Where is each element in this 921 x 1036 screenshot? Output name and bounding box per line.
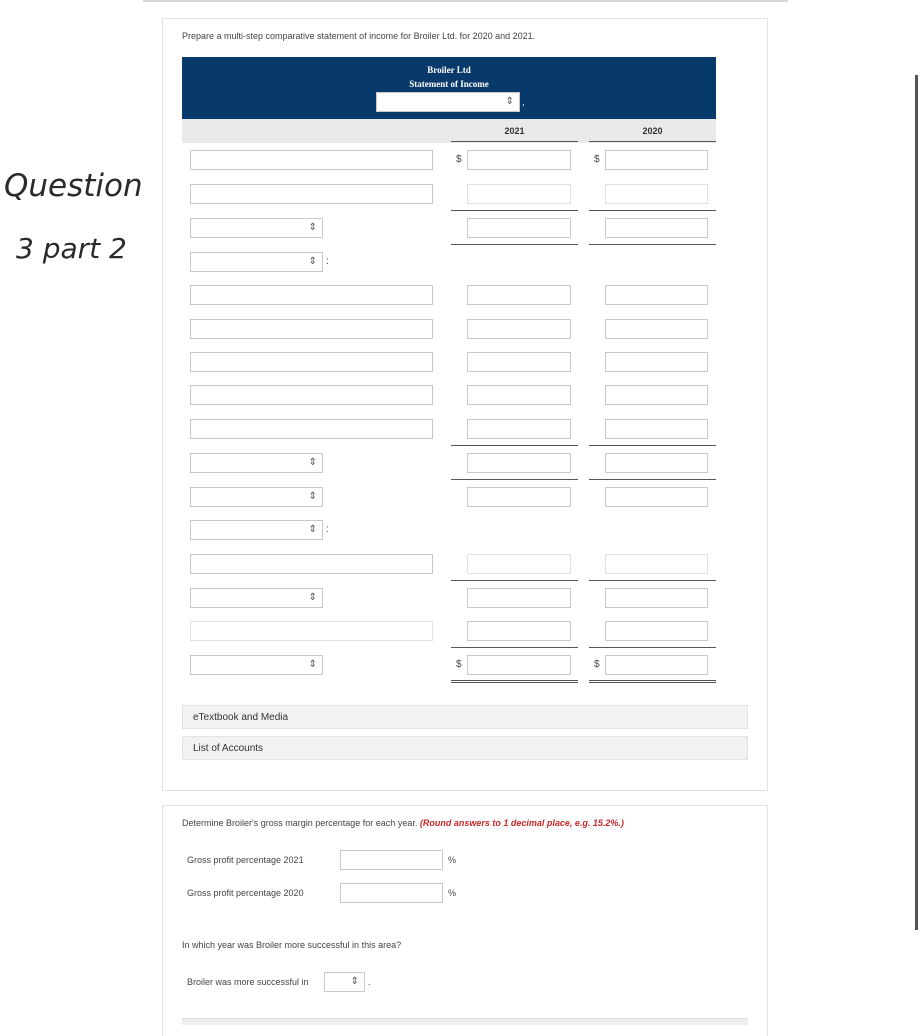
amount-2020-r13[interactable] (605, 554, 708, 574)
header-comma: , (522, 97, 525, 107)
subtotal-rule-2020-r3 (589, 244, 716, 245)
subtotal-rule-2021-r13 (451, 580, 578, 581)
part2-instruction-text: Determine Broiler's gross margin percentage for each year. (182, 818, 418, 828)
gross-profit-2021-label: Gross profit percentage 2021 (187, 855, 304, 865)
subtotal-rule-2020-r15 (589, 647, 716, 648)
subtotal-rule-2021-r3 (451, 244, 578, 245)
column-underline-2020 (589, 141, 716, 142)
amount-2021-r14[interactable] (467, 588, 571, 608)
account-input-15[interactable] (190, 621, 433, 641)
success-question: In which year was Broiler more successful in this area? (182, 940, 402, 950)
percent-sign-2021: % (448, 855, 457, 865)
column-header-2021: 2021 (504, 126, 525, 136)
answer-period: . (368, 977, 371, 987)
handwritten-annotation (0, 160, 165, 280)
dollar-sign-2020-r1: $ (594, 154, 600, 165)
dollar-sign-2021-r16: $ (456, 659, 462, 670)
account-input-1[interactable] (190, 150, 433, 170)
chevron-updown-icon: ⇕ (308, 592, 317, 603)
chevron-updown-icon: ⇕ (308, 491, 317, 502)
chevron-updown-icon: ⇕ (308, 457, 317, 468)
account-select-12[interactable] (190, 520, 323, 540)
account-input-7[interactable] (190, 352, 433, 372)
annotation-line1: Question (4, 168, 143, 204)
statement-header (182, 57, 716, 119)
amount-2020-r5[interactable] (605, 285, 708, 305)
amount-2020-r11[interactable] (605, 487, 708, 507)
list-of-accounts-link[interactable]: List of Accounts (182, 736, 748, 760)
subtotal-rule-2021-r10 (451, 479, 578, 480)
amount-2021-r1[interactable] (467, 150, 571, 170)
amount-2021-r3[interactable] (467, 218, 571, 238)
more-successful-label: Broiler was more successful in (187, 977, 309, 987)
annotation-line2: 3 part 2 (16, 232, 127, 265)
chevron-updown-icon: ⇕ (308, 222, 317, 233)
page-scrollbar[interactable] (915, 75, 918, 930)
subtotal-rule-2020-r9 (589, 445, 716, 446)
amount-2021-r2[interactable] (467, 184, 571, 204)
instruction-text: Prepare a multi-step comparative statement of income for Broiler Ltd. for 2020 and 2021. (182, 31, 536, 41)
rounding-note: (Round answers to 1 decimal place, e.g. 15.2%.) (419, 818, 624, 828)
etextbook-media-link[interactable]: eTextbook and Media (182, 705, 748, 729)
amount-2020-r8[interactable] (605, 385, 708, 405)
amount-2021-r5[interactable] (467, 285, 571, 305)
subtotal-rule-2021-r9 (451, 445, 578, 446)
total-double-rule-2020 (589, 680, 716, 683)
column-header-2020: 2020 (642, 126, 663, 136)
amount-2021-r11[interactable] (467, 487, 571, 507)
account-select-16[interactable] (190, 655, 323, 675)
amount-2021-r15[interactable] (467, 621, 571, 641)
chevron-updown-icon: ⇕ (350, 976, 359, 987)
account-select-10[interactable] (190, 453, 323, 473)
account-select-11[interactable] (190, 487, 323, 507)
chevron-updown-icon: ⇕ (308, 659, 317, 670)
account-input-8[interactable] (190, 385, 433, 405)
total-double-rule-2021 (451, 680, 578, 683)
statement-title: Statement of Income (409, 79, 489, 89)
amount-2021-r6[interactable] (467, 319, 571, 339)
amount-2020-r7[interactable] (605, 352, 708, 372)
gross-profit-2021-input[interactable] (340, 850, 443, 870)
account-input-9[interactable] (190, 419, 433, 439)
year-select[interactable] (324, 972, 365, 992)
chevron-updown-icon: ⇕ (308, 256, 317, 267)
chevron-updown-icon: ⇕ (308, 524, 317, 535)
amount-2021-r13[interactable] (467, 554, 571, 574)
part2-instruction (182, 818, 624, 828)
subtotal-rule-2020-r10 (589, 479, 716, 480)
amount-2021-r9[interactable] (467, 419, 571, 439)
amount-2021-r8[interactable] (467, 385, 571, 405)
subtotal-rule-2020-r13 (589, 580, 716, 581)
gross-margin-panel (162, 805, 768, 1036)
amount-2020-r6[interactable] (605, 319, 708, 339)
account-select-3[interactable] (190, 218, 323, 238)
colon-r12: : (326, 524, 329, 535)
account-input-5[interactable] (190, 285, 433, 305)
subtotal-rule-2021-r15 (451, 647, 578, 648)
amount-2021-r7[interactable] (467, 352, 571, 372)
top-divider (143, 0, 788, 2)
amount-2020-r3[interactable] (605, 218, 708, 238)
amount-2020-r16[interactable] (605, 655, 708, 675)
amount-2020-r14[interactable] (605, 588, 708, 608)
gross-profit-2020-label: Gross profit percentage 2020 (187, 888, 304, 898)
account-input-13[interactable] (190, 554, 433, 574)
period-select[interactable] (376, 92, 520, 112)
amount-2021-r10[interactable] (467, 453, 571, 473)
dollar-sign-2021-r1: $ (456, 154, 462, 165)
amount-2021-r16[interactable] (467, 655, 571, 675)
amount-2020-r9[interactable] (605, 419, 708, 439)
amount-2020-r2[interactable] (605, 184, 708, 204)
account-select-14[interactable] (190, 588, 323, 608)
column-underline-2021 (451, 141, 578, 142)
account-input-2[interactable] (190, 184, 433, 204)
amount-2020-r15[interactable] (605, 621, 708, 641)
account-input-6[interactable] (190, 319, 433, 339)
colon-r4: : (326, 256, 329, 267)
dollar-sign-2020-r16: $ (594, 659, 600, 670)
chevron-updown-icon: ⇕ (505, 96, 514, 107)
subtotal-rule-2021-r2 (451, 210, 578, 211)
amount-2020-r1[interactable] (605, 150, 708, 170)
account-select-4[interactable] (190, 252, 323, 272)
company-name: Broiler Ltd (427, 65, 471, 75)
gross-profit-2020-input[interactable] (340, 883, 443, 903)
percent-sign-2020: % (448, 888, 457, 898)
subtotal-rule-2020-r2 (589, 210, 716, 211)
amount-2020-r10[interactable] (605, 453, 708, 473)
